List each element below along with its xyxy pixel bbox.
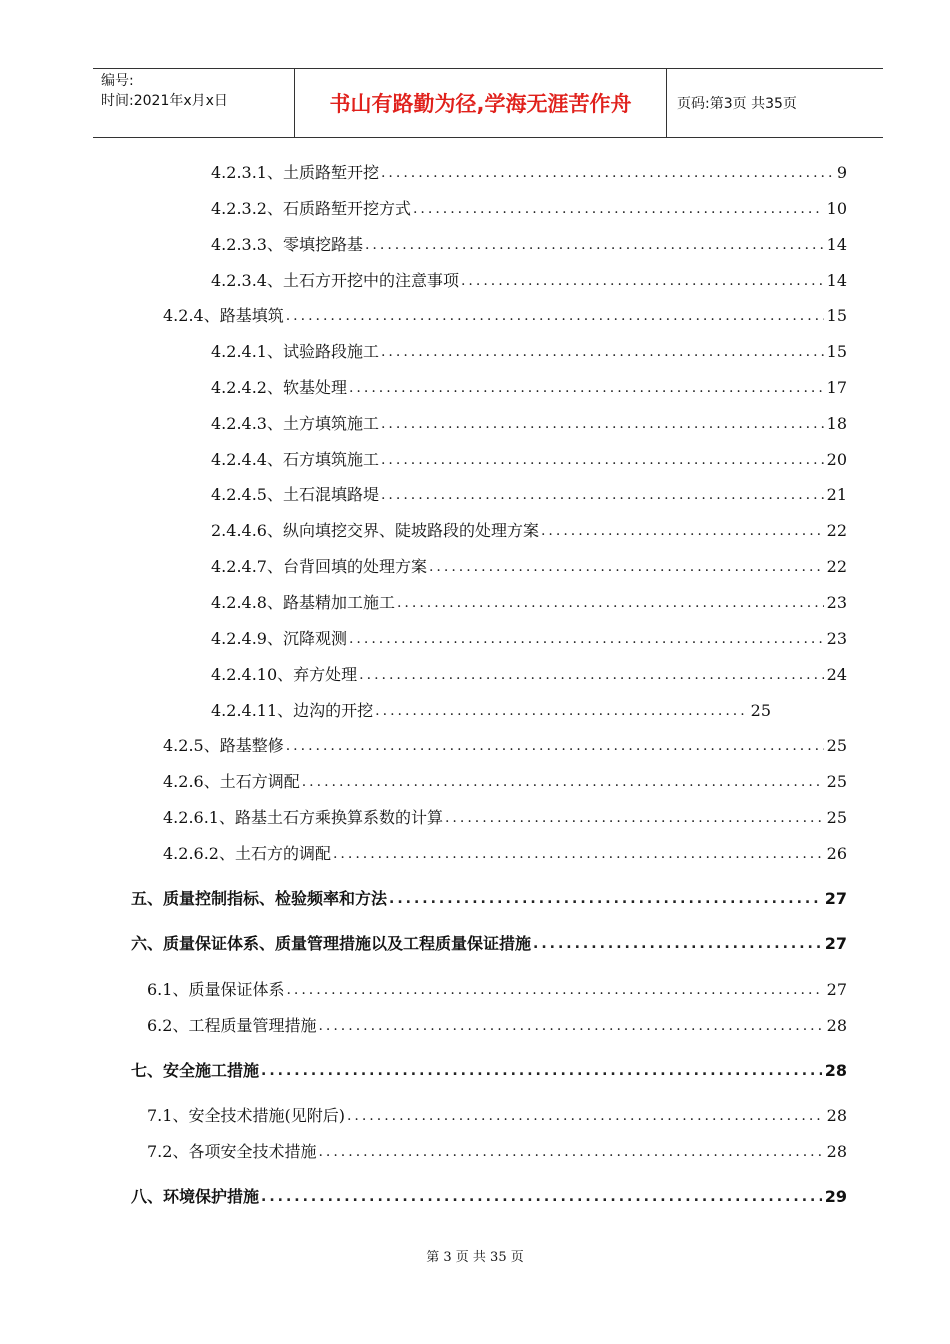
toc-entry-title: 4.2.4.7、台背回填的处理方案 (211, 557, 427, 576)
toc-entry-page: 28 (826, 1106, 847, 1125)
toc-entry-page: 28 (826, 1142, 847, 1161)
toc-entry-title: 2.4.4.6、纵向填挖交界、陡坡路段的处理方案 (211, 521, 539, 540)
toc-entry[interactable] (147, 1139, 847, 1163)
toc-leader-dots (445, 807, 824, 829)
toc-entry-title: 7.1、安全技术措施(见附后) (147, 1106, 345, 1125)
toc-entry[interactable] (211, 554, 847, 578)
toc-entry[interactable] (211, 375, 847, 399)
page-footer: 第 3 页 共 35 页 (426, 1250, 524, 1265)
toc-chapter[interactable] (131, 1184, 847, 1208)
toc-leader-dots (461, 270, 824, 292)
toc-leader-dots (365, 234, 824, 256)
toc-leader-dots (381, 162, 834, 184)
toc-leader-dots (541, 520, 824, 542)
toc-entry[interactable] (211, 160, 847, 184)
toc-entry-title: 4.2.4.11、边沟的开挖 (211, 701, 374, 720)
toc-entry-page: 20 (826, 450, 847, 469)
toc-entry[interactable] (211, 196, 847, 220)
toc-chapter[interactable] (131, 931, 847, 955)
toc-entry-title: 6.2、工程质量管理措施 (147, 1016, 317, 1035)
toc-entry-page: 21 (826, 485, 847, 504)
toc-entry[interactable] (211, 590, 847, 614)
toc-chapter[interactable] (131, 886, 847, 910)
toc-leader-dots (318, 1141, 823, 1163)
toc-entry-page: 10 (826, 199, 847, 218)
toc-entry[interactable] (211, 698, 771, 722)
toc-leader-dots (286, 735, 824, 757)
toc-entry[interactable] (147, 1103, 847, 1127)
toc-entry-page: 18 (826, 414, 847, 433)
toc-leader-dots (533, 933, 822, 955)
toc-leader-dots (381, 413, 824, 435)
toc-leader-dots (375, 700, 747, 722)
toc-leader-dots (286, 305, 824, 327)
toc-entry[interactable] (211, 268, 847, 292)
toc-leader-dots (429, 556, 824, 578)
toc-entry-page: 27 (824, 889, 847, 908)
header-meta (93, 69, 295, 137)
toc-entry-title: 八、环境保护措施 (131, 1187, 260, 1206)
toc-leader-dots (261, 1060, 822, 1082)
toc-leader-dots (381, 449, 824, 471)
toc-leader-dots (286, 979, 823, 1001)
toc-leader-dots (389, 888, 822, 910)
toc-entry-page: 27 (824, 934, 847, 953)
toc-entry-title: 4.2.4.10、弃方处理 (211, 665, 358, 684)
toc-entry-page: 25 (826, 772, 847, 791)
toc-leader-dots (397, 592, 824, 614)
toc-entry-page: 17 (826, 378, 847, 397)
document-number-label: 编号: (101, 73, 134, 89)
toc-entry[interactable] (163, 303, 847, 327)
toc-leader-dots (333, 843, 824, 865)
document-time: 时间:2021年x月x日 (101, 93, 228, 109)
toc-entry-page: 23 (826, 593, 847, 612)
toc-entry-page: 26 (826, 844, 847, 863)
toc-entry-page: 22 (826, 521, 847, 540)
toc-leader-dots (381, 484, 824, 506)
toc-entry[interactable] (163, 733, 847, 757)
toc-entry-page: 27 (826, 980, 847, 999)
toc-leader-dots (359, 664, 823, 686)
toc-leader-dots (349, 377, 824, 399)
toc-chapter[interactable] (131, 1058, 847, 1082)
toc-leader-dots (302, 771, 824, 793)
toc-entry-page: 22 (826, 557, 847, 576)
toc-entry-page: 24 (826, 665, 847, 684)
toc-entry-title: 五、质量控制指标、检验频率和方法 (131, 889, 388, 908)
toc-entry-title: 4.2.3.4、土石方开挖中的注意事项 (211, 271, 459, 290)
toc-entry-title: 4.2.3.3、零填挖路基 (211, 235, 363, 254)
toc-entry[interactable] (211, 662, 847, 686)
toc-entry-title: 4.2.4.4、石方填筑施工 (211, 450, 379, 469)
toc-entry-title: 4.2.6.2、土石方的调配 (163, 844, 331, 863)
toc-entry-title: 4.2.4.2、软基处理 (211, 378, 347, 397)
toc-entry-page: 25 (750, 701, 771, 720)
toc-entry-title: 4.2.5、路基整修 (163, 736, 284, 755)
toc-entry-title: 4.2.4.9、沉降观测 (211, 629, 347, 648)
toc-entry-page: 15 (826, 342, 847, 361)
toc-entry[interactable] (163, 805, 847, 829)
toc-entry-page: 28 (826, 1016, 847, 1035)
toc-entry-title: 4.2.6、土石方调配 (163, 772, 300, 791)
toc-entry-title: 4.2.4.1、试验路段施工 (211, 342, 379, 361)
toc-entry-title: 7.2、各项安全技术措施 (147, 1142, 317, 1161)
toc-leader-dots (349, 628, 824, 650)
toc-entry-title: 4.2.3.2、石质路堑开挖方式 (211, 199, 411, 218)
toc-entry[interactable] (147, 1013, 847, 1037)
toc-entry-title: 六、质量保证体系、质量管理措施以及工程质量保证措施 (131, 934, 532, 953)
toc-entry-title: 4.2.3.1、土质路堑开挖 (211, 163, 379, 182)
toc-entry[interactable] (211, 232, 847, 256)
toc-entry-title: 4.2.4.3、土方填筑施工 (211, 414, 379, 433)
header-motto: 书山有路勤为径,学海无涯苦作舟 (295, 69, 667, 137)
toc-entry-title: 6.1、质量保证体系 (147, 980, 285, 999)
toc-entry-page: 14 (826, 235, 847, 254)
toc-entry[interactable] (147, 977, 847, 1001)
toc-leader-dots (381, 341, 824, 363)
toc-entry-title: 4.2.4.5、土石混填路堤 (211, 485, 379, 504)
toc-entry[interactable] (211, 339, 847, 363)
toc-leader-dots (347, 1105, 824, 1127)
toc-entry-page: 9 (836, 163, 847, 182)
toc-leader-dots (413, 198, 824, 220)
toc-entry-page: 28 (824, 1061, 847, 1080)
toc-entry-title: 4.2.4、路基填筑 (163, 306, 284, 325)
toc-entry[interactable] (163, 841, 847, 865)
page-header (93, 68, 883, 138)
toc-leader-dots (318, 1015, 823, 1037)
toc-leader-dots (261, 1186, 822, 1208)
toc-entry-page: 29 (824, 1187, 847, 1206)
toc-entry[interactable] (211, 518, 847, 542)
toc-entry-page: 14 (826, 271, 847, 290)
toc-entry-page: 25 (826, 808, 847, 827)
toc-entry-title: 七、安全施工措施 (131, 1061, 260, 1080)
toc-entry-page: 25 (826, 736, 847, 755)
toc-entry[interactable] (211, 447, 847, 471)
toc-entry[interactable] (211, 482, 847, 506)
toc-entry[interactable] (211, 411, 847, 435)
toc-entry-page: 23 (826, 629, 847, 648)
toc-entry-title: 4.2.6.1、路基土石方乘换算系数的计算 (163, 808, 443, 827)
toc-entry-title: 4.2.4.8、路基精加工施工 (211, 593, 395, 612)
toc-entry[interactable] (163, 769, 847, 793)
header-page-info: 页码:第3页 共35页 (677, 96, 797, 112)
toc-entry[interactable] (211, 626, 847, 650)
toc-entry-page: 15 (826, 306, 847, 325)
